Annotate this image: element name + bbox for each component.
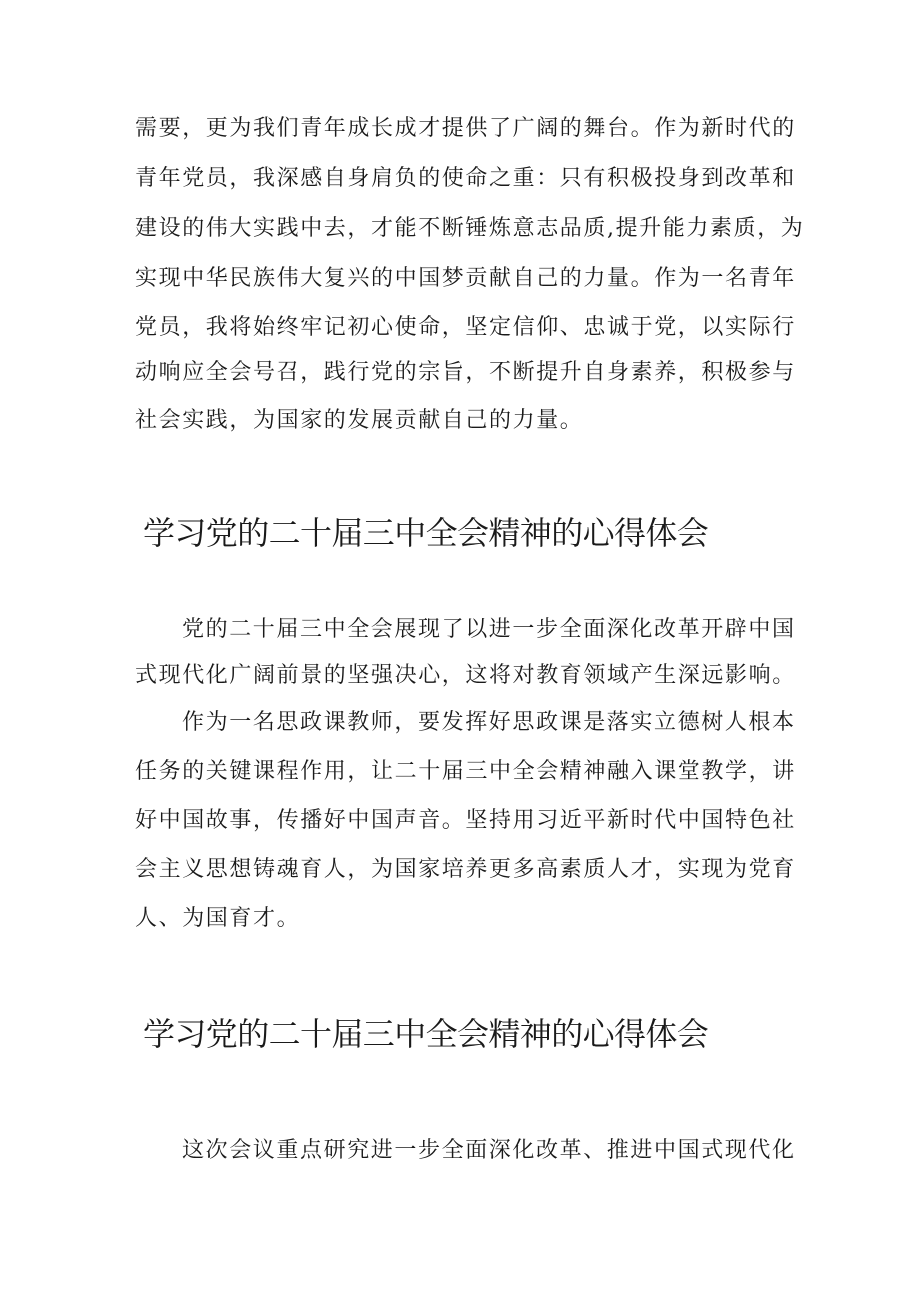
- text-line: 作为一名思政课教师，要发挥好思政课是落实立德树人根本: [182, 710, 796, 735]
- text-line: 这次会议重点研究进一步全面深化改革、推进中国式现代化: [182, 1138, 796, 1163]
- text-line: 社会实践，为国家的发展贡献自己的力量。: [135, 408, 584, 433]
- text-line: 好中国故事，传播好中国声音。坚持用习近平新时代中国特色社: [135, 808, 796, 833]
- text-line: 人、为国育才。: [135, 906, 301, 931]
- text-line: 会主义思想铸魂育人，为国家培养更多高素质人才，实现为党育: [135, 857, 796, 882]
- text-line: 动响应全会号召，践行党的宗旨，不断提升自身素养，积极参与: [135, 360, 796, 385]
- text-line: 式现代化广阔前景的坚强决心，这将对教育领域产生深远影响。: [135, 663, 796, 688]
- text-line: 青年党员，我深感自身肩负的使命之重：只有积极投身到改革和: [135, 166, 796, 191]
- section-heading: 学习党的二十届三中全会精神的心得体会: [143, 1015, 709, 1053]
- text-line: 党的二十届三中全会展现了以进一步全面深化改革开辟中国: [182, 617, 796, 642]
- text-line: 任务的关键课程作用，让二十届三中全会精神融入课堂教学，讲: [135, 759, 796, 784]
- section-heading: 学习党的二十届三中全会精神的心得体会: [143, 514, 709, 552]
- text-line: 党员，我将始终牢记初心使命，坚定信仰、忠诚于党，以实际行: [135, 315, 796, 340]
- text-line: 建设的伟大实践中去，才能不断锤炼意志品质,提升能力素质，为: [135, 216, 805, 241]
- text-line: 实现中华民族伟大复兴的中国梦贡献自己的力量。作为一名青年: [135, 266, 796, 291]
- text-line: 需要，更为我们青年成长成才提供了广阔的舞台。作为新时代的: [135, 116, 796, 141]
